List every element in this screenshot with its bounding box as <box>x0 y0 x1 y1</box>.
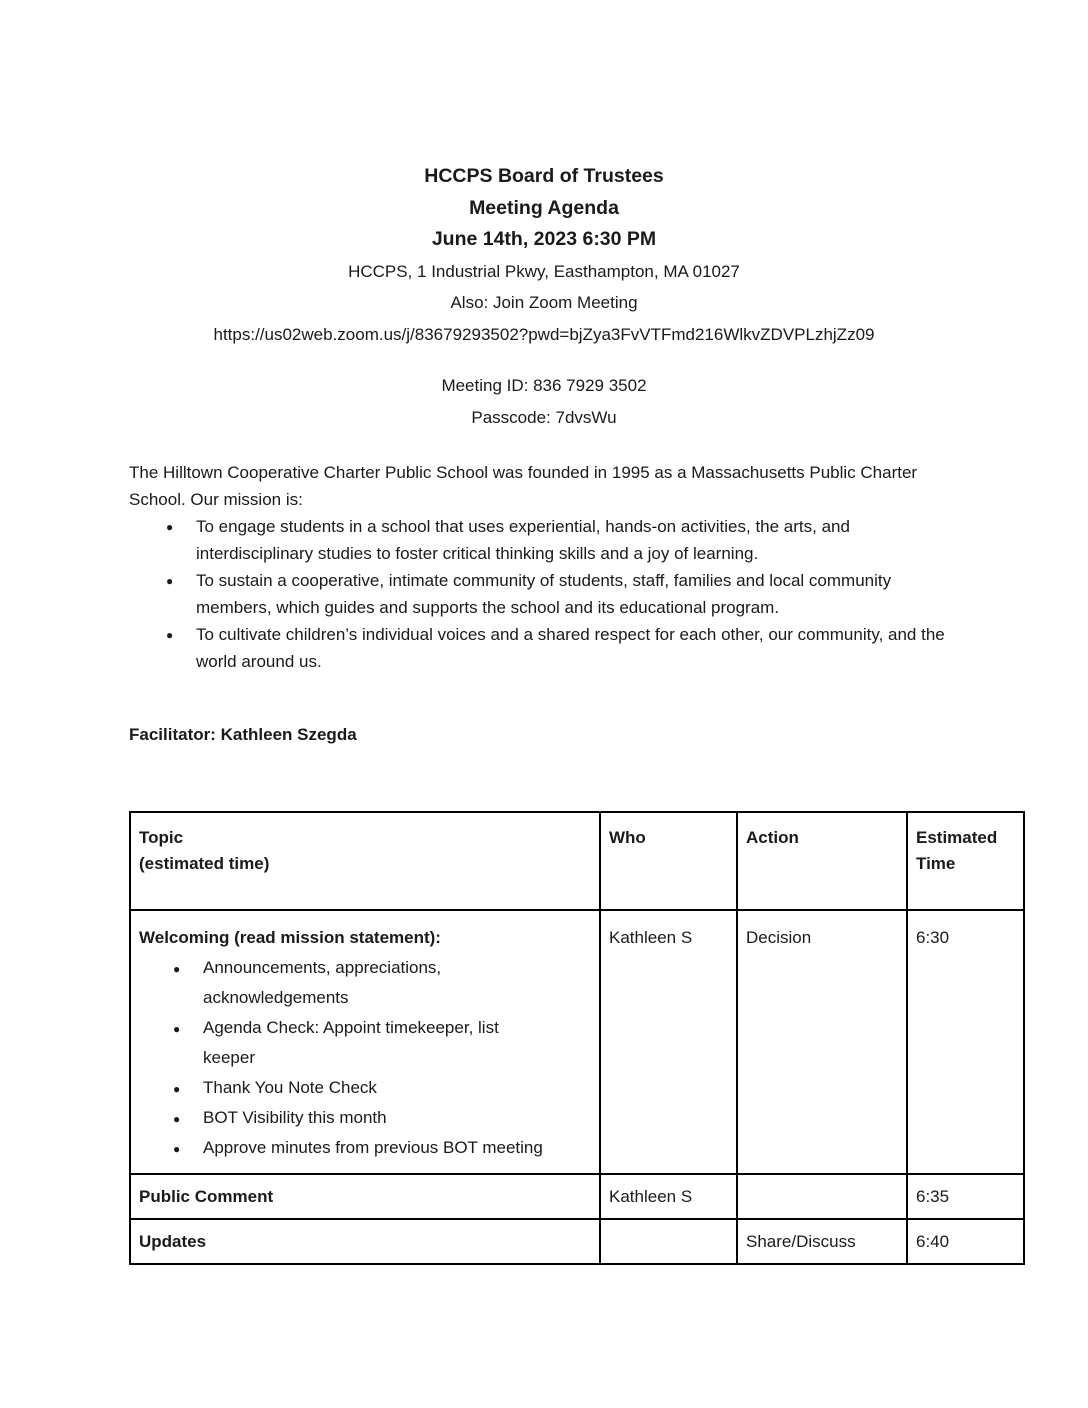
agenda-row-updates <box>130 1219 1024 1264</box>
topic-bullet: ● Approve minutes from previous BOT meeting <box>139 1133 555 1163</box>
doc-title-org: HCCPS Board of Trustees <box>424 165 664 187</box>
zoom-url: https://us02web.zoom.us/j/83679293502?pwd=bjZya3FvVTFmd216WlkvZDVPLzhjZz09 <box>213 324 875 344</box>
col-header-topic-sub: (estimated time) <box>139 854 270 873</box>
col-header-action: Action <box>737 812 907 910</box>
mission-bullet-list <box>129 513 959 675</box>
cell-time: 6:30 <box>907 910 1024 1174</box>
meeting-passcode: Passcode: 7dvsWu <box>471 407 617 427</box>
topic-title: Public Comment <box>139 1187 274 1206</box>
topic-bullet-list <box>139 953 591 1163</box>
topic-bullet: ● BOT Visibility this month <box>139 1103 555 1133</box>
mission-intro: The Hilltown Cooperative Charter Public School was founded in 1995 as a Massachusetts Public Charter School. Our mission is: <box>129 463 918 509</box>
cell-action <box>737 1174 907 1219</box>
col-header-topic-label: Topic <box>139 828 184 847</box>
cell-topic <box>130 1219 600 1264</box>
zoom-invite-line: Also: Join Zoom Meeting <box>450 293 638 312</box>
col-header-topic <box>130 812 600 910</box>
agenda-header-row <box>130 812 1024 910</box>
cell-time: 6:40 <box>907 1219 1024 1264</box>
agenda-row-welcoming <box>130 910 1024 1174</box>
agenda-row-public-comment <box>130 1174 1024 1219</box>
cell-topic <box>130 1174 600 1219</box>
cell-who <box>600 1219 737 1264</box>
topic-bullet: ● Thank You Note Check <box>139 1073 555 1103</box>
col-header-who: Who <box>600 812 737 910</box>
facilitator-line: Facilitator: Kathleen Szegda <box>129 725 357 744</box>
mission-bullet: ● To cultivate children’s individual voices and a shared respect for each other, our community, and the world around us. <box>129 621 959 675</box>
cell-action: Share/Discuss <box>737 1219 907 1264</box>
cell-action: Decision <box>737 910 907 1174</box>
topic-title: Welcoming (read mission statement): <box>139 928 441 947</box>
topic-title: Updates <box>139 1232 207 1251</box>
meeting-id: Meeting ID: 836 7929 3502 <box>441 376 647 395</box>
cell-who: Kathleen S <box>600 910 737 1174</box>
agenda-table <box>129 811 1025 1265</box>
mission-bullet: ● To engage students in a school that uses experiential, hands-on activities, the arts, and interdisciplinary studies to foster critical thinking skills and a joy of learning. <box>129 513 959 567</box>
mission-bullet: ● To sustain a cooperative, intimate community of students, staff, families and local community members, which guides and supports the school and its educational program. <box>129 567 959 621</box>
topic-bullet: ● Agenda Check: Appoint timekeeper, list keeper <box>139 1013 555 1073</box>
cell-topic <box>130 910 600 1174</box>
document-header <box>129 161 959 433</box>
cell-who: Kathleen S <box>600 1174 737 1219</box>
cell-time: 6:35 <box>907 1174 1024 1219</box>
doc-title-type: Meeting Agenda <box>469 196 619 219</box>
doc-title-datetime: June 14th, 2023 6:30 PM <box>431 228 657 250</box>
col-header-time: Estimated Time <box>907 812 1024 910</box>
meeting-address: HCCPS, 1 Industrial Pkwy, Easthampton, MA 01027 <box>348 261 740 281</box>
topic-bullet: ● Announcements, appreciations, acknowledgements <box>139 953 555 1013</box>
